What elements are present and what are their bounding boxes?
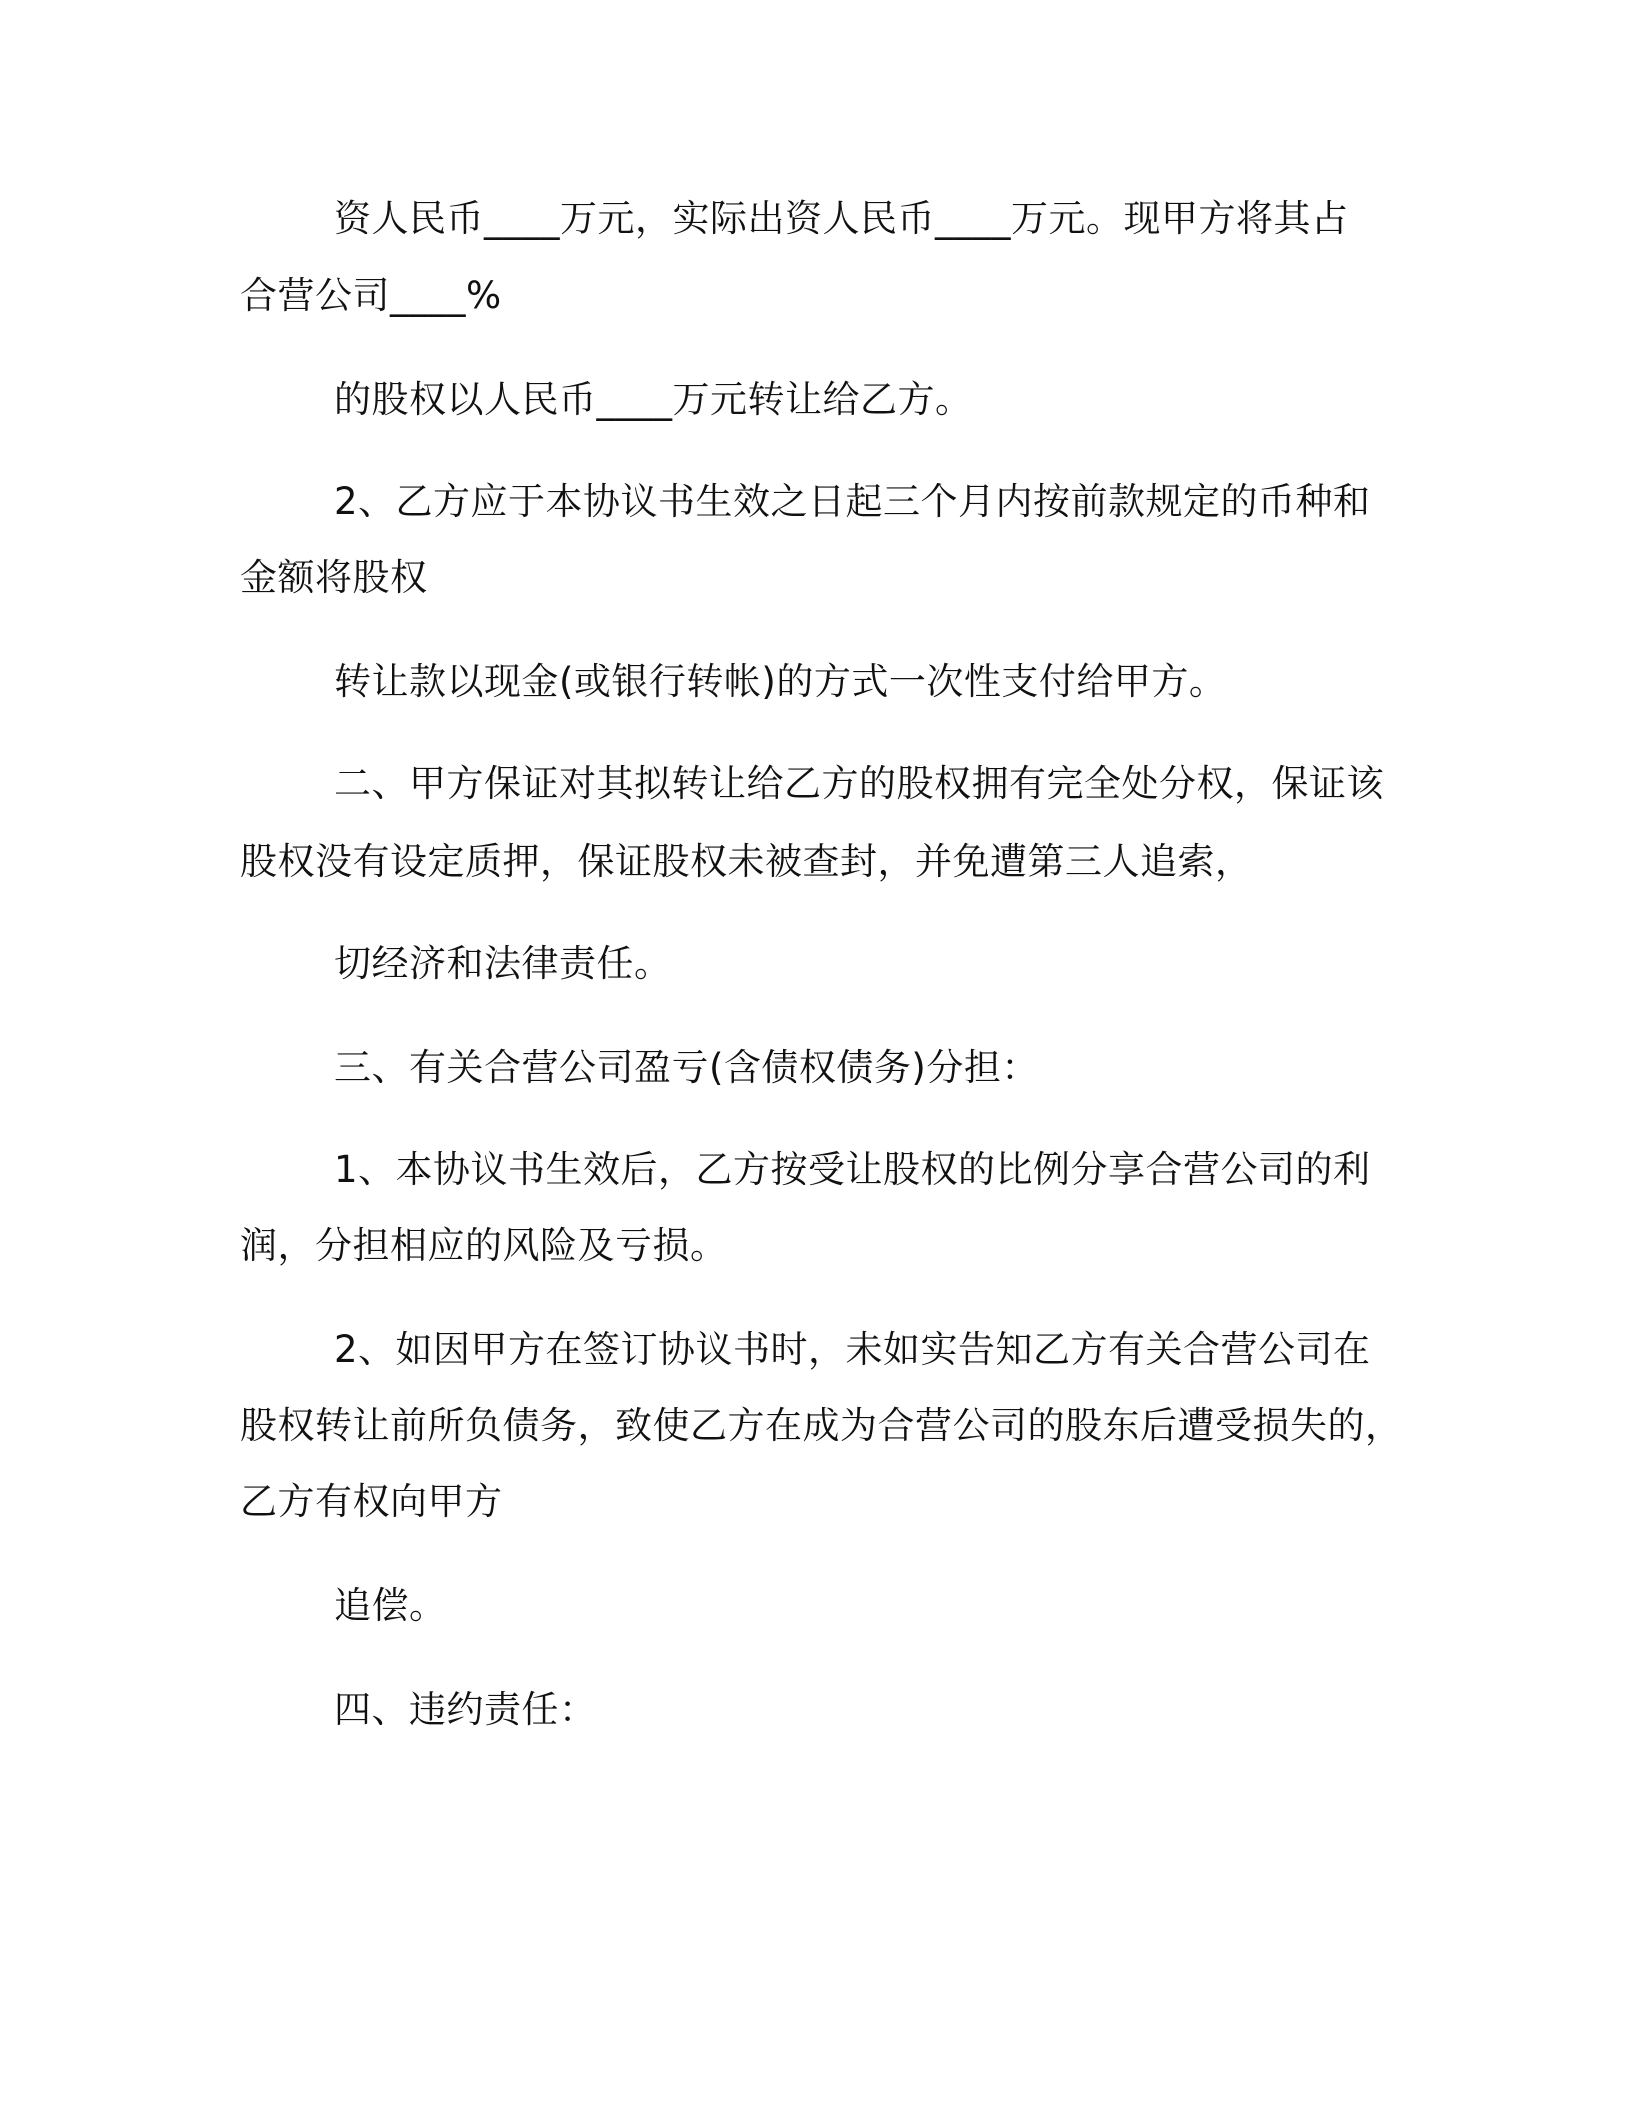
text-line: 2、乙方应于本协议书生效之日起三个月内按前款规定的币种和 (334, 480, 1371, 523)
text-line: 的股权以人民币____万元转让给乙方。 (334, 378, 973, 421)
text-line: 润，分担相应的风险及亏损。 (240, 1224, 728, 1267)
text-line: 金额将股权 (240, 556, 428, 599)
text-line: 2、如因甲方在签订协议书时，未如实告知乙方有关合营公司在 (334, 1328, 1371, 1371)
text-line: 1、本协议书生效后，乙方按受让股权的比例分享合营公司的利 (334, 1148, 1371, 1191)
text-line: 合营公司____% (240, 274, 502, 317)
text-line: 资人民币____万元，实际出资人民币____万元。现甲方将其占 (334, 197, 1349, 240)
text-line: 四、违约责任： (334, 1688, 597, 1731)
text-line: 乙方有权向甲方 (240, 1480, 503, 1523)
text-line: 三、有关合营公司盈亏(含债权债务)分担： (334, 1046, 1039, 1089)
text-line: 二、甲方保证对其拟转让给乙方的股权拥有完全处分权，保证该 (334, 762, 1384, 805)
text-line: 股权没有设定质押，保证股权未被查封，并免遭第三人追索， (240, 840, 1253, 883)
text-line: 转让款以现金(或银行转帐)的方式一次性支付给甲方。 (334, 660, 1227, 703)
text-line: 追偿。 (334, 1584, 447, 1627)
text-line: 股权转让前所负债务，致使乙方在成为合营公司的股东后遭受损失的， (240, 1404, 1403, 1447)
text-line: 切经济和法律责任。 (334, 942, 672, 985)
